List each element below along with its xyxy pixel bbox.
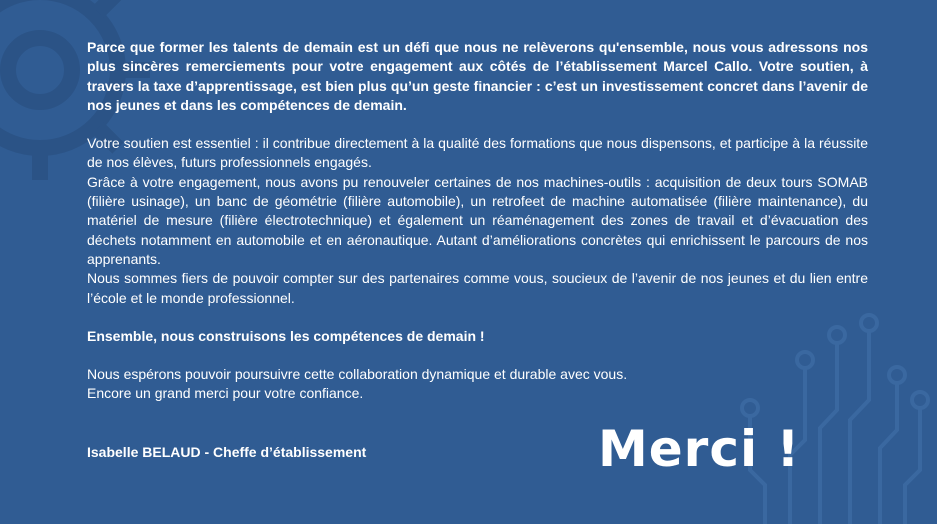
closing-statement: Ensemble, nous construisons les compétences de demain !: [87, 327, 485, 344]
support-paragraph: Votre soutien est essentiel : il contribue directement à la qualité des formations que nous dispensons, et participe à la réussite de nos élèves, futurs professionnels engagés.: [87, 135, 868, 171]
intro-paragraph: Parce que former les talents de demain est un défi que nous ne relèverons qu'ensemble, nous vous adressons nos plus sincères remerciements pour votre engagement aux côtés de l’établissement Marcel Callo. Votre soutien, à travers la taxe d’apprentissage, est bien plus qu’un geste financier : c’est un investissement concret dans l’avenir de nos jeunes et dans les compétences de demain.: [87, 39, 868, 113]
signature: Isabelle BELAUD - Cheffe d’établissement: [87, 444, 367, 460]
equipment-paragraph: Grâce à votre engagement, nous avons pu renouveler certaines de nos machines-outils : acquisition de deux tours SOMAB (filière usinage), un banc de géométrie (filière automobile), un retrofeet de machine automatisée (filière maintenance), du matériel de mesure (filière électrotechnique) et également un réaménagement des zones de travail et d’évacuation des déchets notamment en automobile et en aéronautique. Autant d’améliorations concrètes qui enrichissent le parcours de nos apprenants.: [87, 173, 868, 267]
merci-title: Merci !: [598, 420, 801, 478]
thanks-line-2: Encore un grand merci pour votre confiance.: [87, 385, 364, 402]
letter-body: [87, 38, 868, 404]
partners-paragraph: Nous sommes fiers de pouvoir compter sur des partenaires comme vous, soucieux de l’avenir de nos jeunes et du lien entre l’école et le monde professionnel.: [87, 270, 868, 306]
thanks-line-1: Nous espérons pouvoir poursuivre cette collaboration dynamique et durable avec vous.: [87, 366, 628, 383]
